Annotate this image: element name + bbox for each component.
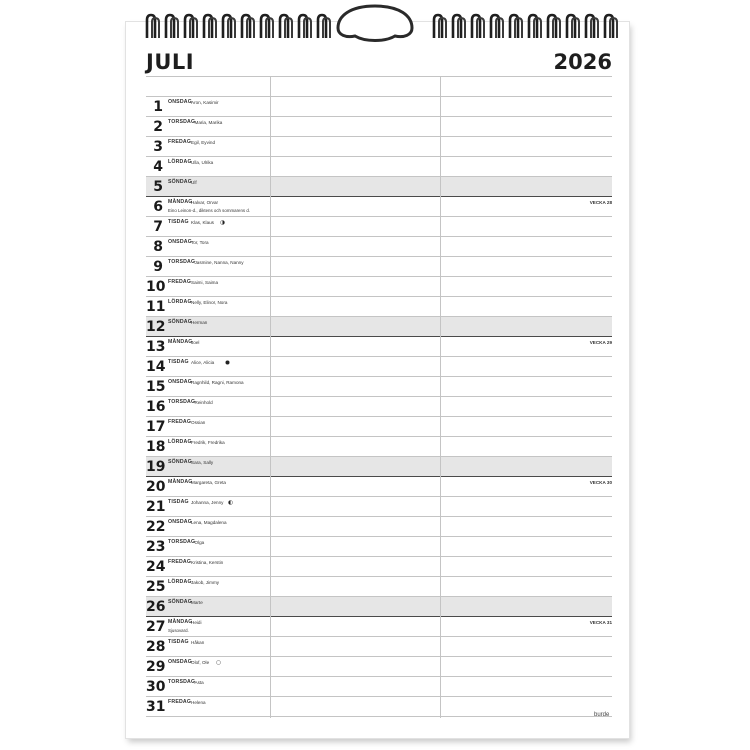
- day-row: [146, 577, 612, 596]
- weekday-label: SÖNDAG: [168, 459, 192, 465]
- day-row: [146, 277, 612, 296]
- name-day: Fredrik, Fredrika: [191, 439, 225, 445]
- day-row: [146, 337, 612, 356]
- brand-logo: burde: [594, 712, 610, 718]
- day-number: 25: [146, 579, 166, 595]
- weekday-label: ONSDAG: [168, 99, 192, 105]
- name-day: Saimi, Saima: [191, 279, 219, 285]
- weekday-label: MÅNDAG: [168, 339, 193, 345]
- day-row: [146, 417, 612, 436]
- name-day: Maria, Marika: [194, 119, 223, 125]
- day-number: 5: [153, 179, 163, 195]
- name-day: Reinhold: [194, 399, 213, 405]
- day-number: 6: [153, 199, 163, 215]
- day-row: [146, 217, 612, 236]
- weekday-label: TORSDAG: [168, 539, 196, 545]
- weekday-label: LÖRDAG: [168, 299, 192, 305]
- weekday-label: TISDAG: [168, 639, 189, 645]
- day-row: [146, 517, 612, 536]
- name-day: Olof, Ole: [191, 659, 210, 665]
- weekday-label: FREDAG: [168, 559, 192, 565]
- weekday-label: TORSDAG: [168, 119, 196, 125]
- name-day: Jakob, Jimmy: [191, 579, 220, 585]
- day-row: [146, 237, 612, 256]
- day-number: 20: [146, 479, 166, 495]
- moon-phase-icon: [220, 220, 225, 225]
- weekday-label: LÖRDAG: [168, 159, 192, 165]
- day-number: 18: [146, 439, 166, 455]
- weekday-label: TORSDAG: [168, 679, 196, 685]
- name-day: Helena: [191, 699, 206, 705]
- day-row: [146, 477, 612, 496]
- day-row: [146, 377, 612, 396]
- day-note: Sjusovard.: [168, 628, 189, 633]
- day-number: 19: [146, 459, 166, 475]
- day-row: [146, 637, 612, 656]
- weekday-label: TISDAG: [168, 219, 189, 225]
- name-day: Aron, Kasimir: [191, 99, 219, 105]
- name-day: Klas, Klaus: [191, 219, 214, 225]
- name-day: Lena, Magdalena: [191, 519, 227, 525]
- hanger-hook: [338, 6, 412, 41]
- name-day: Olga: [194, 539, 205, 545]
- day-row: [146, 317, 612, 336]
- day-number: 24: [146, 559, 166, 575]
- day-number: 22: [146, 519, 166, 535]
- day-number: 31: [146, 699, 166, 715]
- name-day: Halvar, Orvar: [191, 199, 219, 205]
- spiral-binding: [0, 0, 750, 60]
- name-day: Herman: [191, 319, 208, 325]
- day-row: [146, 617, 612, 636]
- day-row: [146, 677, 612, 696]
- weekday-label: SÖNDAG: [168, 319, 192, 325]
- moon-phase-icon: [216, 660, 221, 665]
- year-title: 2026: [553, 50, 612, 74]
- day-number: 9: [153, 259, 163, 275]
- name-day: Johanna, Jenny: [191, 499, 224, 505]
- week-number: VECKA 28: [589, 200, 612, 205]
- weekday-label: FREDAG: [168, 419, 192, 425]
- day-number: 11: [146, 299, 166, 315]
- day-row: [146, 697, 612, 716]
- weekday-label: TORSDAG: [168, 399, 196, 405]
- day-number: 10: [146, 279, 166, 295]
- day-number: 17: [146, 419, 166, 435]
- name-day: Håkan: [191, 639, 205, 645]
- column-divider: [270, 76, 271, 718]
- weekday-label: ONSDAG: [168, 379, 192, 385]
- weekday-label: SÖNDAG: [168, 599, 192, 605]
- grid-line: [146, 76, 612, 77]
- name-day: Ossian: [191, 419, 206, 425]
- name-day: Margareta, Greta: [191, 479, 226, 485]
- weekday-label: MÅNDAG: [168, 619, 193, 625]
- name-day: Ulf: [191, 179, 197, 185]
- day-row: [146, 297, 612, 316]
- day-number: 15: [146, 379, 166, 395]
- day-number: 29: [146, 659, 166, 675]
- week-number: VECKA 30: [589, 480, 612, 485]
- day-row: [146, 497, 612, 516]
- weekday-label: TISDAG: [168, 359, 189, 365]
- day-row: [146, 597, 612, 616]
- weekday-label: LÖRDAG: [168, 439, 192, 445]
- day-number: 7: [153, 219, 163, 235]
- moon-phase-icon: [225, 360, 230, 365]
- day-row: [146, 357, 612, 376]
- weekday-label: ONSDAG: [168, 239, 192, 245]
- day-row: [146, 137, 612, 156]
- name-day: Jasmine, Nanna, Nanny: [194, 259, 244, 265]
- day-row: [146, 177, 612, 196]
- name-day: Asta: [194, 679, 204, 685]
- day-note: Eino Leinon-d., diktens och sommarens d.: [168, 208, 251, 213]
- weekday-label: ONSDAG: [168, 519, 192, 525]
- day-row: [146, 197, 612, 216]
- day-number: 23: [146, 539, 166, 555]
- weekday-label: TORSDAG: [168, 259, 196, 265]
- name-day: Alice, Alicia: [191, 359, 215, 365]
- day-row: [146, 157, 612, 176]
- weekday-label: MÅNDAG: [168, 199, 193, 205]
- day-number: 26: [146, 599, 166, 615]
- name-day: Ulla, Ulrika: [191, 159, 214, 165]
- name-day: Egil, Eyvind: [191, 139, 216, 145]
- day-number: 3: [153, 139, 163, 155]
- week-number: VECKA 29: [589, 340, 612, 345]
- day-row: [146, 257, 612, 276]
- day-number: 16: [146, 399, 166, 415]
- name-day: Marte: [191, 599, 203, 605]
- day-number: 4: [153, 159, 163, 175]
- name-day: Nelly, Elinor, Nora: [191, 299, 228, 305]
- day-row: [146, 117, 612, 136]
- weekday-label: SÖNDAG: [168, 179, 192, 185]
- day-number: 30: [146, 679, 166, 695]
- name-day: Joel: [191, 339, 200, 345]
- weekday-label: ONSDAG: [168, 659, 192, 665]
- day-number: 2: [153, 119, 163, 135]
- day-row: [146, 397, 612, 416]
- weekday-label: FREDAG: [168, 139, 192, 145]
- weekday-label: FREDAG: [168, 699, 192, 705]
- day-number: 12: [146, 319, 166, 335]
- day-row: [146, 657, 612, 676]
- day-row: [146, 537, 612, 556]
- day-number: 21: [146, 499, 166, 515]
- name-day: Heidi: [191, 619, 202, 625]
- day-row: [146, 557, 612, 576]
- month-title: JULI: [146, 50, 195, 74]
- day-row: [146, 97, 612, 116]
- day-number: 1: [153, 99, 163, 115]
- name-day: Ragnhild, Ragni, Ramona: [191, 379, 244, 385]
- day-number: 14: [146, 359, 166, 375]
- day-number: 27: [146, 619, 166, 635]
- grid-line: [146, 716, 612, 717]
- weekday-label: MÅNDAG: [168, 479, 193, 485]
- day-row: [146, 437, 612, 456]
- day-grid: [146, 76, 612, 718]
- day-number: 28: [146, 639, 166, 655]
- weekday-label: FREDAG: [168, 279, 192, 285]
- week-number: VECKA 31: [589, 620, 612, 625]
- moon-phase-icon: [228, 500, 233, 505]
- day-row: [146, 457, 612, 476]
- weekday-label: LÖRDAG: [168, 579, 192, 585]
- day-number: 13: [146, 339, 166, 355]
- name-day: Sara, Sally: [191, 459, 214, 465]
- name-day: Tor, Tora: [191, 239, 209, 245]
- column-divider: [440, 76, 441, 718]
- weekday-label: TISDAG: [168, 499, 189, 505]
- name-day: Kristina, Kerstin: [191, 559, 224, 565]
- day-number: 8: [153, 239, 163, 255]
